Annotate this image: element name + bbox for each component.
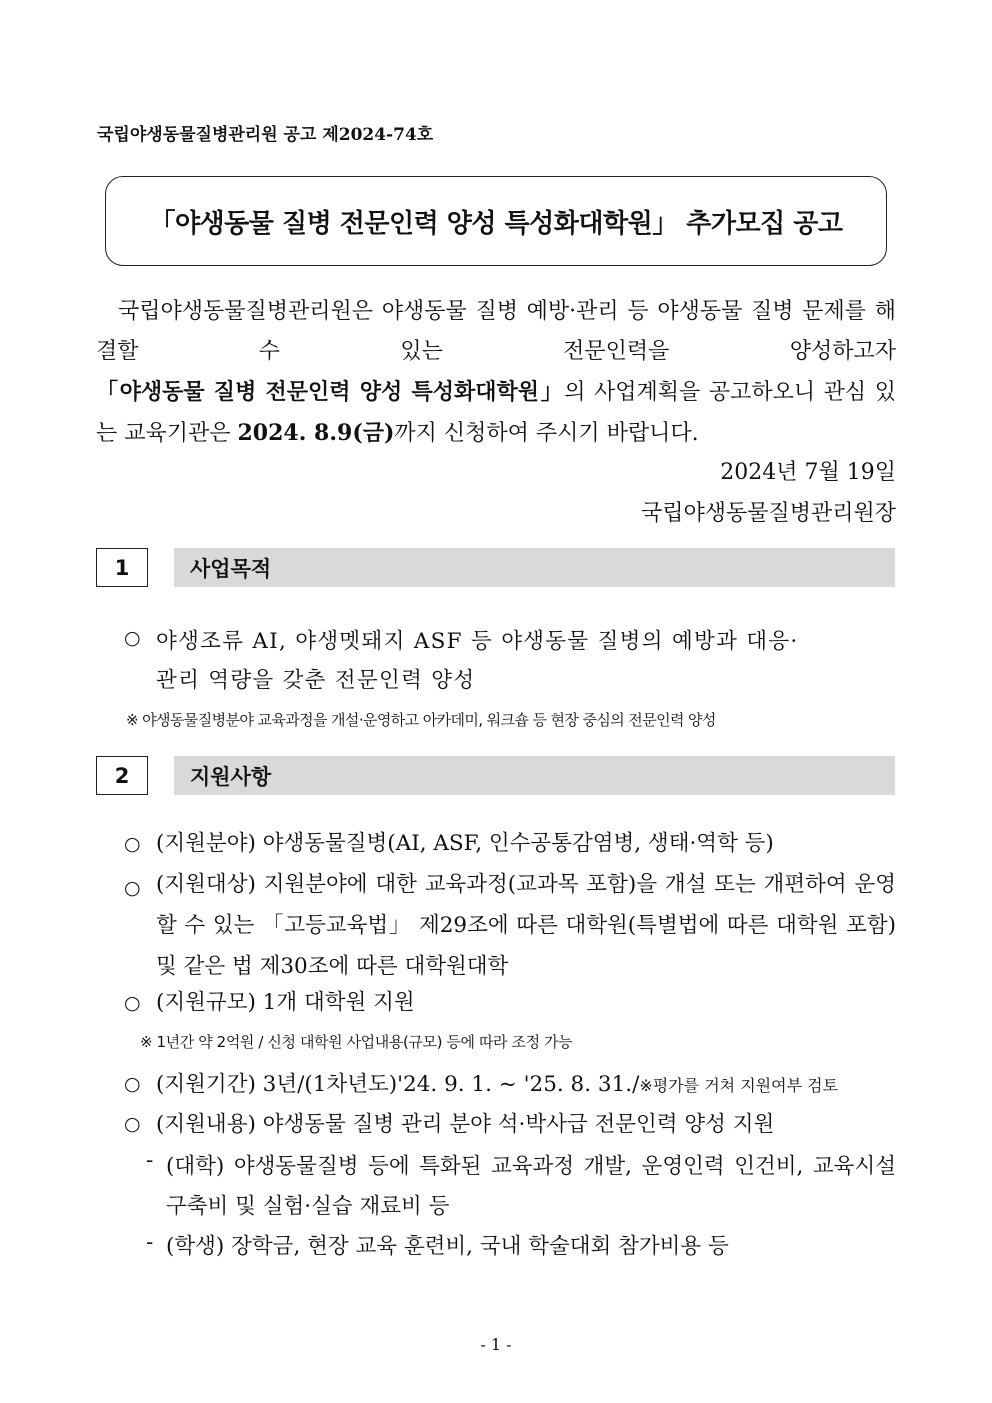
bullet-icon: ○ xyxy=(124,833,141,855)
section-1-title: 사업목적 xyxy=(174,548,895,587)
bullet-icon: ○ xyxy=(124,1073,141,1095)
bullet-icon: ○ xyxy=(124,992,141,1014)
support-target: (지원대상) 지원분야에 대한 교육과정(교과목 포함)을 개설 또는 개편하여 운영할 수 있는 「고등교육법」 제29조에 따른 대학원(특별법에 따른 대학원 포함) 및 같은 법 제30조에 따른 대학원대학 xyxy=(156,872,896,979)
notice-number: 국립야생동물질병관리원 공고 제2024-74호 xyxy=(97,125,434,145)
dash-icon: - xyxy=(146,1148,154,1173)
intro-part3: 까지 신청하여 주시기 바랍니다. xyxy=(394,421,699,446)
support-period xyxy=(156,1067,838,1098)
purpose-line-1: 야생조류 AI, 야생멧돼지 ASF 등 야생동물 질병의 예방과 대응· xyxy=(156,629,799,654)
issuer: 국립야생동물질병관리원장 xyxy=(640,501,896,526)
deadline: 2024. 8.9(금) xyxy=(237,420,395,446)
intro-paragraph xyxy=(96,292,896,454)
purpose-line-2: 관리 역량을 갖춘 전문인력 양성 xyxy=(156,668,476,693)
section-2-title: 지원사항 xyxy=(174,756,895,795)
dash-icon: - xyxy=(146,1230,154,1255)
bullet-icon: ○ xyxy=(124,1113,141,1135)
purpose-note: ※ 야생동물질병분야 교육과정을 개설·운영하고 아카데미, 워크숍 등 현장 중심의 전문인력 양성 xyxy=(126,711,716,729)
scale-note: ※ 1년간 약 2억원 / 신청 대학원 사업내용(규모) 등에 따라 조정 가능 xyxy=(140,1033,573,1051)
intro-part2: 의 사업계획을 공고하오니 관심 있는 교육기관은 xyxy=(96,380,896,446)
page-number: - 1 - xyxy=(480,1335,512,1354)
support-content: (지원내용) 야생동물 질병 관리 분야 석·박사급 전문인력 양성 지원 xyxy=(156,1112,775,1137)
section-2-number: 2 xyxy=(96,756,148,795)
support-scale: (지원규모) 1개 대학원 지원 xyxy=(156,990,415,1015)
section-1-number: 1 xyxy=(96,548,148,587)
period-main: (지원기간) 3년/(1차년도)'24. 9. 1. ~ '25. 8. 31./ xyxy=(156,1072,640,1097)
period-note: ※평가를 거쳐 지원여부 검토 xyxy=(639,1076,839,1095)
announcement-date: 2024년 7월 19일 xyxy=(720,460,896,485)
support-student: (학생) 장학금, 현장 교육 훈련비, 국내 학술대회 참가비용 등 xyxy=(166,1234,729,1259)
document-title: 「야생동물 질병 전문인력 양성 특성화대학원」 추가모집 공고 xyxy=(149,208,843,239)
title-box xyxy=(105,176,887,266)
support-field: (지원분야) 야생동물질병(AI, ASF, 인수공통감염병, 생태·역학 등) xyxy=(156,831,774,856)
support-university: (대학) 야생동물질병 등에 특화된 교육과정 개발, 운영인력 인건비, 교육시설 구축비 및 실험·실습 재료비 등 xyxy=(166,1154,896,1219)
intro-part1: 국립야생동물질병관리원은 야생동물 질병 예방·관리 등 야생동물 질병 문제를 해결할 수 있는 전문인력을 양성하고자 xyxy=(96,299,896,364)
bullet-icon: ○ xyxy=(124,877,141,899)
bullet-icon: ○ xyxy=(124,627,141,649)
program-name: 「야생동물 질병 전문인력 양성 특성화대학원」 xyxy=(96,379,565,405)
